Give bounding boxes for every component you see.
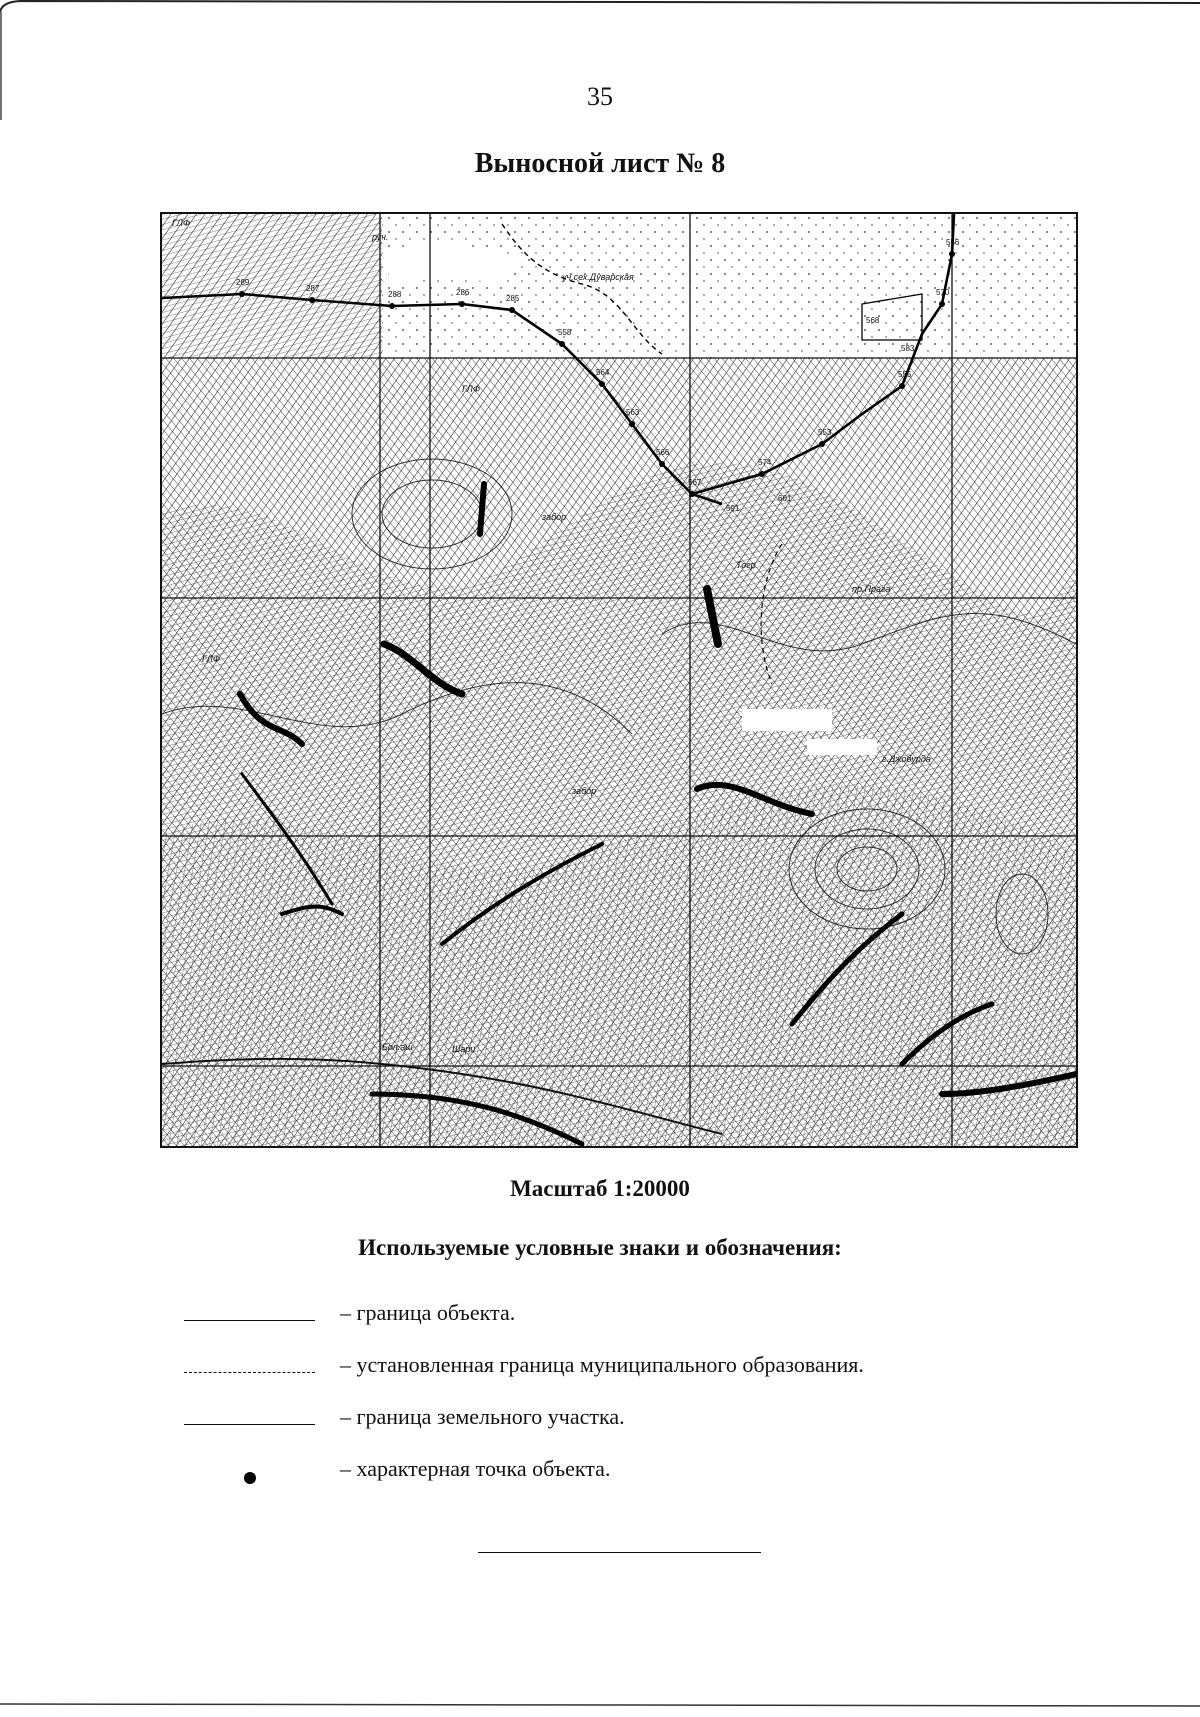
dot-symbol — [180, 1468, 315, 1482]
legend-text: – граница земельного участка. — [340, 1404, 625, 1429]
label-bolshoy: Бол.аш — [382, 1042, 413, 1052]
point-number: 567 — [688, 478, 702, 487]
label-shary: Шари — [452, 1044, 476, 1054]
legend — [180, 1300, 1080, 1508]
sheet-title: Выносной лист № 8 — [474, 148, 726, 179]
point-number: 286 — [456, 288, 470, 297]
footer-rule — [478, 1552, 761, 1553]
point-number: 288 — [388, 290, 402, 299]
point-number: 570 — [936, 288, 950, 297]
point-number: 583 — [901, 344, 915, 353]
relief-upper-right — [952, 214, 1076, 358]
point-number: 568 — [866, 316, 880, 325]
solid-line-symbol — [180, 1312, 315, 1326]
label-dzhoburda: г.Джобурда — [882, 754, 931, 764]
label-settlement: уч.сех.Дуварская — [562, 272, 634, 282]
dashed-line-symbol — [180, 1364, 315, 1378]
legend-item-object-boundary — [180, 1300, 1080, 1352]
point-number: 558 — [558, 328, 572, 337]
label-river-praga: пр.Прага — [852, 584, 891, 594]
topographic-map — [160, 212, 1078, 1148]
point-number: 556 — [946, 238, 960, 247]
map-scale: Масштаб 1:20000 — [510, 1176, 690, 1201]
legend-title: Используемые условные знаки и обозначения: — [358, 1235, 842, 1260]
label-zabor-1: забор — [542, 512, 567, 522]
legend-item-land-parcel — [180, 1404, 1080, 1456]
point-number: 553 — [818, 428, 832, 437]
point-number: 555 — [898, 370, 912, 379]
solid-line-symbol — [180, 1416, 315, 1430]
label-ruch: руч. — [372, 232, 389, 242]
label-glf-left: ГЛФ — [202, 654, 221, 664]
label-glf-mid: ГЛФ — [462, 384, 481, 394]
label-stone: Тогр — [736, 560, 756, 570]
map-canvas — [162, 214, 1076, 1146]
point-number: 601 — [778, 494, 792, 503]
legend-text: – установленная граница муниципального образования. — [340, 1352, 864, 1377]
relief-hatching — [162, 358, 1076, 1146]
legend-text: – граница объекта. — [340, 1300, 516, 1325]
point-number: 563 — [626, 408, 640, 417]
label-glf-top: ГЛФ — [172, 218, 191, 228]
point-number: 287 — [306, 284, 320, 293]
page-number: 35 — [587, 82, 613, 111]
legend-text: – характерная точка объекта. — [340, 1456, 611, 1481]
legend-item-municipal-boundary — [180, 1352, 1080, 1404]
legend-item-characteristic-point — [180, 1456, 1080, 1508]
label-zabor-2: забор — [572, 786, 597, 796]
point-number: 591 — [726, 504, 740, 513]
point-number: 566 — [656, 448, 670, 457]
point-number: 285 — [506, 294, 520, 303]
point-number: 574 — [758, 458, 772, 467]
point-number: 564 — [596, 368, 610, 377]
point-number: 289 — [236, 278, 250, 287]
